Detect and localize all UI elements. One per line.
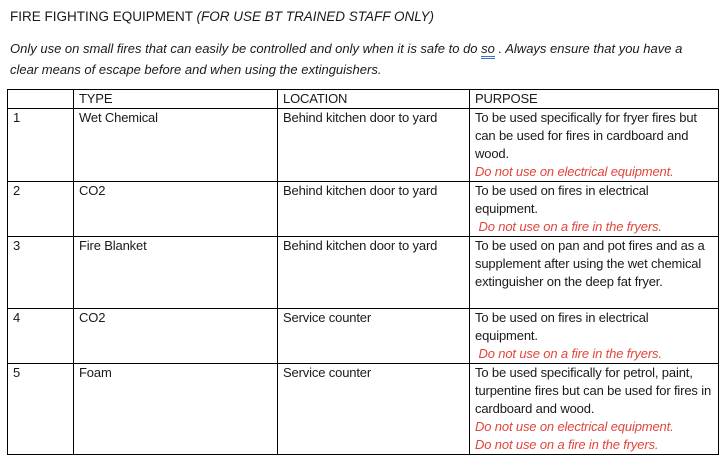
cell-purpose (470, 182, 719, 237)
intro-paragraph (10, 38, 710, 80)
header-cell-location: LOCATION (278, 90, 470, 109)
page-title (10, 8, 718, 26)
intro-text-after: . Always ensure that you have a clear means of escape before and when using the extinguishers. (10, 41, 683, 77)
purpose-text: To be used on pan and pot fires and as a supplement after using the wet chemical extinguisher on the deep fat fryer. (475, 238, 705, 289)
cell-num: 1 (8, 109, 74, 182)
equipment-table-body (8, 109, 719, 455)
cell-type: Foam (74, 364, 278, 455)
header-cell-purpose: PURPOSE (470, 90, 719, 109)
cell-location: Service counter (278, 309, 470, 364)
title-main: FIRE FIGHTING EQUIPMENT (10, 9, 197, 24)
purpose-text: To be used on fires in electrical equipment. (475, 183, 649, 216)
cell-type: CO2 (74, 182, 278, 237)
cell-type: CO2 (74, 309, 278, 364)
purpose-text: To be used specifically for petrol, paint, turpentine fires but can be used for fires in cardboard and wood. (475, 365, 712, 416)
table-row (8, 182, 719, 237)
warning-text: Do not use on a fire in the fryers. (475, 437, 659, 452)
table-header-row (8, 90, 719, 109)
cell-num: 5 (8, 364, 74, 455)
intro-text-before: Only use on small fires that can easily be controlled and only when it is safe to do (10, 41, 482, 56)
cell-location: Behind kitchen door to yard (278, 182, 470, 237)
header-cell-type: TYPE (74, 90, 278, 109)
table-row (8, 364, 719, 455)
table-row (8, 309, 719, 364)
cell-location: Service counter (278, 364, 470, 455)
table-row (8, 109, 719, 182)
title-note: (FOR USE BT TRAINED STAFF ONLY) (196, 9, 435, 24)
cell-purpose (470, 364, 719, 455)
cell-purpose (470, 109, 719, 182)
grammar-underlined-word: so (481, 41, 495, 59)
cell-location: Behind kitchen door to yard (278, 237, 470, 309)
cell-location: Behind kitchen door to yard (278, 109, 470, 182)
cell-num: 3 (8, 237, 74, 309)
cell-num: 4 (8, 309, 74, 364)
purpose-text: To be used on fires in electrical equipment. (475, 310, 649, 343)
cell-type: Fire Blanket (74, 237, 278, 309)
warning-text: Do not use on electrical equipment. (475, 164, 674, 179)
purpose-text: To be used specifically for fryer fires but can be used for fires in cardboard and wood. (475, 110, 697, 161)
warning-text: Do not use on a fire in the fryers. (475, 219, 662, 234)
equipment-table (7, 89, 719, 455)
cell-purpose (470, 237, 719, 309)
header-cell-num (8, 90, 74, 109)
cell-num: 2 (8, 182, 74, 237)
cell-type: Wet Chemical (74, 109, 278, 182)
warning-text: Do not use on a fire in the fryers. (475, 346, 662, 361)
table-row (8, 237, 719, 309)
warning-text: Do not use on electrical equipment. (475, 419, 674, 434)
cell-purpose (470, 309, 719, 364)
